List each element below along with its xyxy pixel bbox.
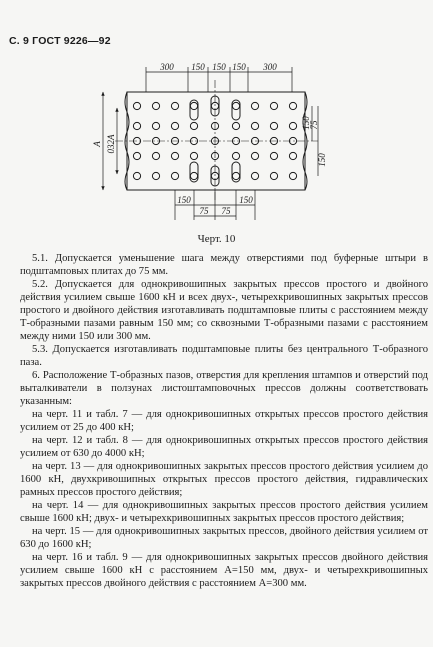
- hole: [133, 152, 140, 159]
- list-item: на черт. 15 — для однокривошипных закрытых прессов, двойного действия усилием от 630 до 1600 кН;: [20, 526, 428, 550]
- top-dimension-label: 300: [263, 62, 277, 72]
- figure-caption: Черт. 10: [197, 233, 236, 245]
- hole: [171, 102, 178, 109]
- top-dimension-label: 150: [191, 62, 205, 72]
- list-item: на черт. 12 и табл. 8 — для однокривошипных открытых прессов простого действия усилием от 630 до 4000 кН;: [20, 435, 428, 459]
- hole: [152, 172, 159, 179]
- list-item: на черт. 11 и табл. 7 — для однокривошипных открытых прессов простого действия усилием от 25 до 400 кН;: [20, 409, 428, 433]
- hole: [289, 122, 296, 129]
- hole: [270, 122, 277, 129]
- hole: [152, 152, 159, 159]
- hole: [251, 102, 258, 109]
- paragraph-5-1: 5.1. Допускается уменьшение шага между отверстиями под буферные штыри в подштамповых плитах до 75 мм.: [20, 253, 428, 277]
- hole: [289, 172, 296, 179]
- hole: [232, 152, 239, 159]
- bottom-dimension-label: 75: [199, 206, 209, 216]
- right-dimension-label: 75: [309, 120, 319, 130]
- top-dimension-label: 150: [212, 62, 226, 72]
- hole: [171, 152, 178, 159]
- list-item: на черт. 13 — для однокривошипных закрытых прессов простого действия усилием до 1600 кН, двухкривошипных открытых прессов простого действия, гидравлических рамных прессов простого действия;: [20, 461, 428, 498]
- hole: [190, 172, 197, 179]
- hole: [251, 122, 258, 129]
- hole: [133, 102, 140, 109]
- hole: [171, 122, 178, 129]
- paragraph-5-3: 5.3. Допускается изготавливать подштамповые плиты без центрального Т-образного паза.: [20, 344, 428, 368]
- hole: [133, 172, 140, 179]
- hole: [232, 172, 239, 179]
- top-dimension-label: 300: [160, 62, 174, 72]
- hole: [171, 172, 178, 179]
- right-dimension-label: 150: [301, 116, 311, 130]
- hole: [190, 122, 197, 129]
- hole: [232, 102, 239, 109]
- hole: [152, 122, 159, 129]
- hole: [270, 172, 277, 179]
- top-dimension-label: 150: [232, 62, 246, 72]
- hole: [133, 122, 140, 129]
- left-outer-label: A: [92, 141, 102, 147]
- hole: [270, 102, 277, 109]
- list-item: на черт. 14 — для однокривошипных закрытых прессов простого действия усилием свыше 1600 кН; двух- и четырехкривошипных закрытых прессов простого действия;: [20, 500, 428, 524]
- list-item: на черт. 16 и табл. 9 — для однокривошипных закрытых прессов двойного действия усилием свыше 1600 кН с расстоянием A=150 мм, двух- и четырехкривошипных закрытых прессов двойного действия с расстоянием A=300 мм.: [20, 552, 428, 589]
- left-inner-label: 032A: [106, 134, 116, 154]
- hole: [289, 152, 296, 159]
- hole: [289, 102, 296, 109]
- bottom-dimension-label: 75: [221, 206, 231, 216]
- paragraph-5-2: 5.2. Допускается для однокривошипных закрытых прессов простого и двойного действия усилием свыше 1600 кН и всех двух-, четырехкривошипных закрытых прессов простого и двойного действия изготавливать подштамповые плиты с расстоянием между Т-образными пазами равным 150 мм; со сквозными Т-образными пазами с расстоянием между ними 150 или 300 мм.: [20, 279, 428, 342]
- page-header: С. 9 ГОСТ 9226—92: [9, 35, 111, 47]
- hole: [270, 152, 277, 159]
- paragraph-6: 6. Расположение Т-образных пазов, отверстия для крепления штампов и отверстий под выталкиватели в ползунах листоштамповочных прессов должны соответствовать указанным:: [20, 370, 428, 407]
- hole: [152, 102, 159, 109]
- hole: [190, 102, 197, 109]
- hole: [190, 152, 197, 159]
- hole: [251, 172, 258, 179]
- body-text: [20, 252, 428, 590]
- right-dimension-label: 150: [317, 153, 327, 167]
- hole: [232, 122, 239, 129]
- bottom-dimension-label: 150: [177, 195, 191, 205]
- bottom-dimension-label: 150: [239, 195, 253, 205]
- hole: [251, 152, 258, 159]
- technical-drawing: [0, 0, 433, 240]
